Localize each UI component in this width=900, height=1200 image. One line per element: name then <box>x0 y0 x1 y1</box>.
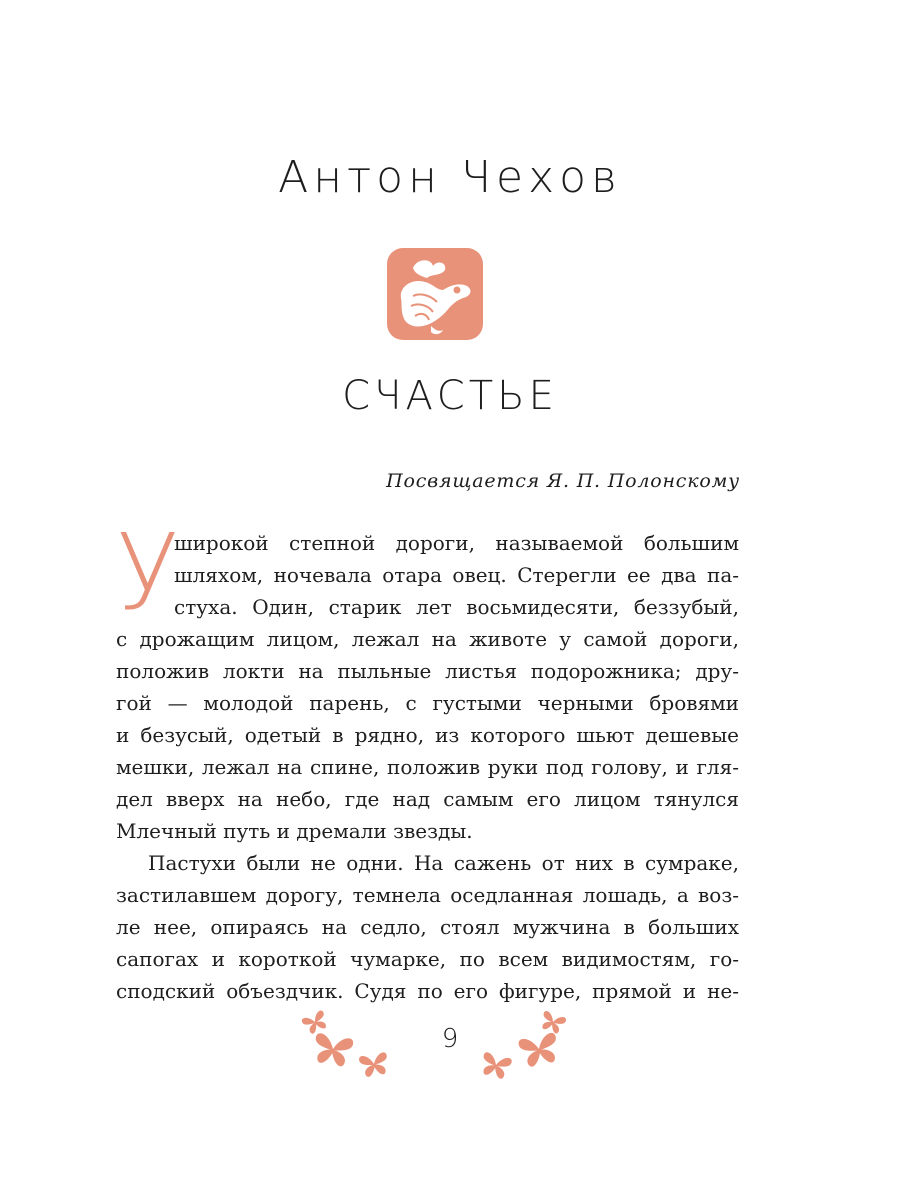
story-title: СЧАСТЬЕ <box>342 373 558 419</box>
text-line: дел вверх на небо, где над самым его лицом тянулся <box>116 787 739 811</box>
text-line: и безусый, одетый в рядно, из которого шьют дешевые <box>116 723 739 747</box>
text-line: сподский объездчик. Судя по его фигуре, прямой и не- <box>116 979 739 1003</box>
text-line: ле нее, опираясь на седло, стоял мужчина в больших <box>116 915 739 939</box>
body-text <box>116 527 739 1007</box>
seashell-icon <box>387 248 483 340</box>
dedication: Посвящается Я. П. Полонскому <box>386 470 740 492</box>
text-line: Млечный путь и дремали звезды. <box>116 819 473 843</box>
author-name: Антон Чехов <box>278 152 622 203</box>
text-line: Пастухи были не одни. На сажень от них в сумраке, <box>148 851 739 875</box>
drop-cap: У <box>116 511 180 633</box>
text-line: с дрожащим лицом, лежал на животе у самой дороги, <box>116 627 739 651</box>
text-line: широкой степной дороги, называемой большим <box>174 531 739 555</box>
text-line: стуха. Один, старик лет восьмидесяти, беззубый, <box>174 595 739 619</box>
page-number: 9 <box>441 1024 459 1054</box>
text-line: шляхом, ночевала отара овец. Стерегли ее два па- <box>174 563 739 587</box>
text-line: сапогах и короткой чумарке, по всем видимостям, го- <box>116 947 739 971</box>
text-line: застилавшем дорогу, темнела оседланная лошадь, а воз- <box>116 883 739 907</box>
text-line: положив локти на пыльные листья подорожника; дру- <box>116 659 739 683</box>
text-line: гой — молодой парень, с густыми черными бровями <box>116 691 739 715</box>
text-line: мешки, лежал на спине, положив руки под голову, и гля- <box>116 755 739 779</box>
